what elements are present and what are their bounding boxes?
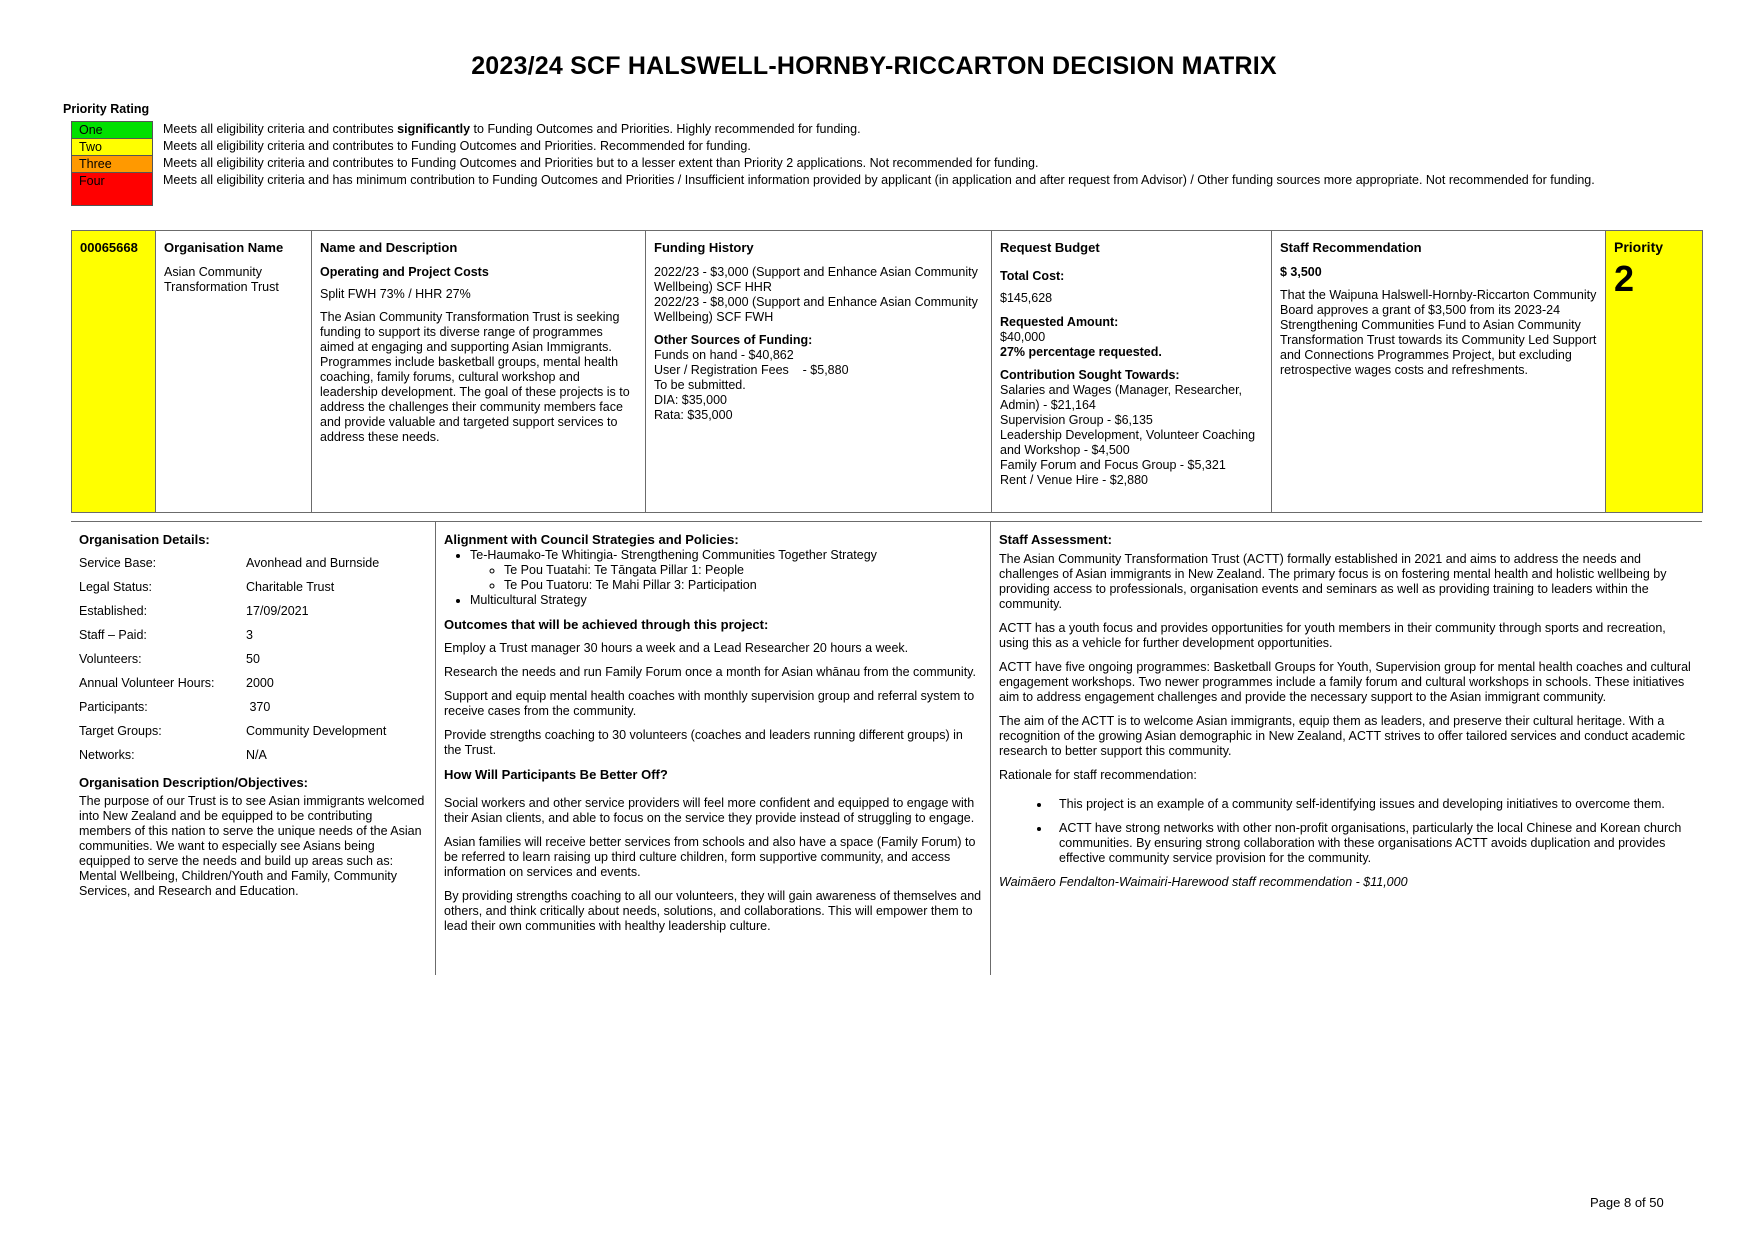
priority-legend xyxy=(71,121,1671,206)
application-id-cell xyxy=(72,231,156,513)
other-source-item: User / Registration Fees - $5,880 xyxy=(654,363,849,377)
application-table xyxy=(71,230,1703,513)
legend-row-one xyxy=(71,121,1671,138)
priority-header: Priority xyxy=(1614,239,1664,255)
priority-value: 2 xyxy=(1614,258,1635,299)
alignment-header: Alignment with Council Strategies and Policies: xyxy=(444,532,739,547)
contribution-item: Salaries and Wages (Manager, Researcher, Admin) - $21,164 xyxy=(1000,383,1243,412)
assessment-paragraph: ACTT have five ongoing programmes: Basketball Groups for Youth, Supervision group for mental health coaches and cultural engagement workshops. Two newer programmes include a family forum and cultural workshops in schools. These initiatives aim to address engagement challenges and provide the necessary support to the Asian immigrant community. xyxy=(999,660,1691,704)
description-cell xyxy=(312,231,646,513)
funding-history-item: 2022/23 - $3,000 (Support and Enhance Asian Community Wellbeing) SCF HHR xyxy=(654,265,978,294)
contribution-item: Leadership Development, Volunteer Coaching and Workshop - $4,500 xyxy=(1000,428,1256,457)
total-cost-label: Total Cost: xyxy=(1000,269,1065,283)
assessment-paragraph: The Asian Community Transformation Trust (ACTT) formally established in 2021 and aims to address the needs and challenges of Asian immigrants in New Zealand. The primary focus is on fostering mental health and holistic wellbeing by providing access to professionals, organisation events and seminars as well as providing training to leaders within the community. xyxy=(999,552,1667,611)
strategy-item: • Te-Haumako-Te Whitingia- Strengthening Communities Together Strategy ◦ Te Pou Tuatahi: Te Tāngata Pillar 1: People ◦ Te Pou Tuatoru: Te Mahi Pillar 3: Participation xyxy=(470,548,982,593)
project-name: Operating and Project Costs xyxy=(320,265,489,279)
legend-row-two xyxy=(71,138,1671,155)
staff-assessment-section xyxy=(991,522,1702,975)
recommendation-text: That the Waipuna Halswell-Hornby-Riccarton Community Board approves a grant of $3,500 from its 2023-24 Strengthening Communities Fund to Asian Community Transformation Trust towards its Community Led Support and Connections Programmes Project, but excluding retrospective wages costs and refreshments. xyxy=(1280,288,1597,377)
requested-amount-label: Requested Amount: xyxy=(1000,315,1119,329)
legend-text-one: Meets all eligibility criteria and contributes significantly to Funding Outcomes and Priorities. Highly recommended for funding. xyxy=(163,122,861,136)
request-budget-header: Request Budget xyxy=(1000,240,1100,255)
requested-amount-value: $40,000 xyxy=(1000,330,1046,344)
rationale-item: • ACTT have strong networks with other non-profit organisations, particularly the local Chinese and Korean church communities. By ensuring strong collaboration with these organisations ACTT avoids duplication and provides effective community service provision for the community. xyxy=(1051,821,1694,866)
legend-text-two: Meets all eligibility criteria and contributes to Funding Outcomes and Priorities. Recommended for funding. xyxy=(163,139,751,153)
organisation-header: Organisation Name xyxy=(164,240,284,255)
rationale-label: Rationale for staff recommendation: xyxy=(999,768,1197,782)
other-source-item: To be submitted. xyxy=(654,378,746,392)
detail-row: Networks: N/A xyxy=(79,747,267,762)
strategy-item: • Multicultural Strategy xyxy=(470,593,982,608)
detail-row: Participants: 370 xyxy=(79,699,271,714)
contribution-item: Family Forum and Focus Group - $5,321 xyxy=(1000,458,1226,472)
contribution-label: Contribution Sought Towards: xyxy=(1000,368,1180,382)
legend-swatch-one: One xyxy=(71,121,153,138)
recommended-amount: $ 3,500 xyxy=(1280,265,1322,279)
page-title: 2023/24 SCF HALSWELL-HORNBY-RICCARTON DECISION MATRIX xyxy=(471,52,1277,80)
outcome-item: Research the needs and run Family Forum once a month for Asian whānau from the community. xyxy=(444,665,976,679)
funding-history-item: 2022/23 - $8,000 (Support and Enhance Asian Community Wellbeing) SCF FWH xyxy=(654,295,978,324)
total-cost-value: $145,628 xyxy=(1000,291,1053,305)
detail-row: Service Base: Avonhead and Burnside xyxy=(79,555,380,570)
assessment-paragraph: ACTT has a youth focus and provides opportunities for youth members in their community through sports and recreation, using this as a vehicle for further development opportunities. xyxy=(999,621,1666,650)
detail-row: Annual Volunteer Hours: 2000 xyxy=(79,675,274,690)
priority-rating-label: Priority Rating xyxy=(63,102,150,116)
contribution-item: Rent / Venue Hire - $2,880 xyxy=(1000,473,1149,487)
application-id: 00065668 xyxy=(80,240,138,255)
legend-swatch-four: Four xyxy=(71,172,153,206)
legend-row-three xyxy=(71,155,1671,172)
legend-swatch-two: Two xyxy=(71,138,153,155)
assessment-footnote: Waimāero Fendalton-Waimairi-Harewood staff recommendation - $11,000 xyxy=(999,875,1408,889)
outcome-item: Provide strengths coaching to 30 volunteers (coaches and leaders running different groups) in the Trust. xyxy=(444,728,963,757)
rationale-item: • This project is an example of a community self-identifying issues and developing initiatives to overcome them. xyxy=(1051,797,1694,812)
pillar-list xyxy=(470,563,982,593)
outcome-item: Support and equip mental health coaches with monthly supervision group and referral system to receive cases from the community. xyxy=(444,689,975,718)
organisation-description: The purpose of our Trust is to see Asian immigrants welcomed into New Zealand and be equipped to be contributing members of this nation to serve the unique needs of the Asian communities. We want to especially see Asians being equipped to serve the needs and build up areas such as: Mental Wellbeing, Children/Youth and Family, Community Services, and Research and Education. xyxy=(79,794,425,898)
better-off-item: By providing strengths coaching to all our volunteers, they will gain awareness of themselves and others, and think critically about needs, solutions, and collaborations. This will empower them to lead their own communities with healthy leadership culture. xyxy=(444,889,982,933)
legend-row-four xyxy=(71,172,1671,206)
organisation-description-header: Organisation Description/Objectives: xyxy=(79,775,308,790)
other-source-item: Funds on hand - $40,862 xyxy=(654,348,794,362)
detail-row: Volunteers: 50 xyxy=(79,651,260,666)
other-sources-label: Other Sources of Funding: xyxy=(654,333,813,347)
legend-text-four: Meets all eligibility criteria and has minimum contribution to Funding Outcomes and Priorities / Insufficient information provided by applicant (in application and after request from Advisor) / Other funding sources more appropriate. Not recommended for funding. xyxy=(163,173,1595,187)
percent-requested: 27% percentage requested. xyxy=(1000,345,1162,359)
staff-recommendation-header: Staff Recommendation xyxy=(1280,240,1422,255)
assessment-paragraph: The aim of the ACTT is to welcome Asian immigrants, equip them as leaders, and preserve their cultural heritage. With a recognition of the growing Asian demographic in New Zealand, ACTT strives to offer tailored services and conduct academic research to better support this community. xyxy=(999,714,1686,758)
outcomes-header: Outcomes that will be achieved through this project: xyxy=(444,617,769,632)
project-description: The Asian Community Transformation Trust is seeking funding to support its diverse range of programmes aimed at engaging and supporting Asian Immigrants. Programmes include basketball groups, mental health coaching, family forums, cultural workshop and leadership development. The goal of these projects is to address the challenges their community members face and provide valuable and targeted support services to address these needs. xyxy=(320,310,630,444)
organisation-details-header: Organisation Details: xyxy=(79,532,210,547)
rationale-list xyxy=(999,797,1694,866)
funding-history-cell xyxy=(646,231,992,513)
legend-text-three: Meets all eligibility criteria and contributes to Funding Outcomes and Priorities but to a lesser extent than Priority 2 applications. Not recommended for funding. xyxy=(163,156,1039,170)
pillar-item: ◦ Te Pou Tuatoru: Te Mahi Pillar 3: Participation xyxy=(504,578,982,593)
alignment-section xyxy=(436,522,991,975)
details-section xyxy=(71,521,1702,975)
contribution-item: Supervision Group - $6,135 xyxy=(1000,413,1153,427)
page-number: Page 8 of 50 xyxy=(1590,1195,1664,1210)
legend-swatch-three: Three xyxy=(71,155,153,172)
strategy-list xyxy=(444,548,982,608)
funding-split: Split FWH 73% / HHR 27% xyxy=(320,287,471,301)
other-source-item: Rata: $35,000 xyxy=(654,408,733,422)
better-off-item: Asian families will receive better services from schools and also have a space (Family Forum) to be referred to learn raising up third culture children, form supportive community, and access information on services and events. xyxy=(444,835,976,879)
staff-recommendation-cell xyxy=(1272,231,1606,513)
priority-cell xyxy=(1606,231,1703,513)
better-off-item: Social workers and other service providers will feel more confident and equipped to engage with their Asian clients, and able to focus on the service they provide instead of struggling to engage. xyxy=(444,796,975,825)
organisation-name: Asian Community Transformation Trust xyxy=(164,265,279,294)
outcome-item: Employ a Trust manager 30 hours a week and a Lead Researcher 20 hours a week. xyxy=(444,641,909,655)
pillar-item: ◦ Te Pou Tuatahi: Te Tāngata Pillar 1: People xyxy=(504,563,982,578)
staff-assessment-header: Staff Assessment: xyxy=(999,532,1112,547)
detail-row: Target Groups: Community Development xyxy=(79,723,387,738)
other-source-item: DIA: $35,000 xyxy=(654,393,727,407)
request-budget-cell xyxy=(992,231,1272,513)
organisation-cell xyxy=(156,231,312,513)
detail-row: Staff – Paid: 3 xyxy=(79,627,253,642)
description-header: Name and Description xyxy=(320,240,458,255)
detail-row: Legal Status: Charitable Trust xyxy=(79,579,335,594)
detail-row: Established: 17/09/2021 xyxy=(79,603,309,618)
funding-history-header: Funding History xyxy=(654,240,754,255)
organisation-details xyxy=(71,522,436,975)
better-off-header: How Will Participants Be Better Off? xyxy=(444,767,668,782)
